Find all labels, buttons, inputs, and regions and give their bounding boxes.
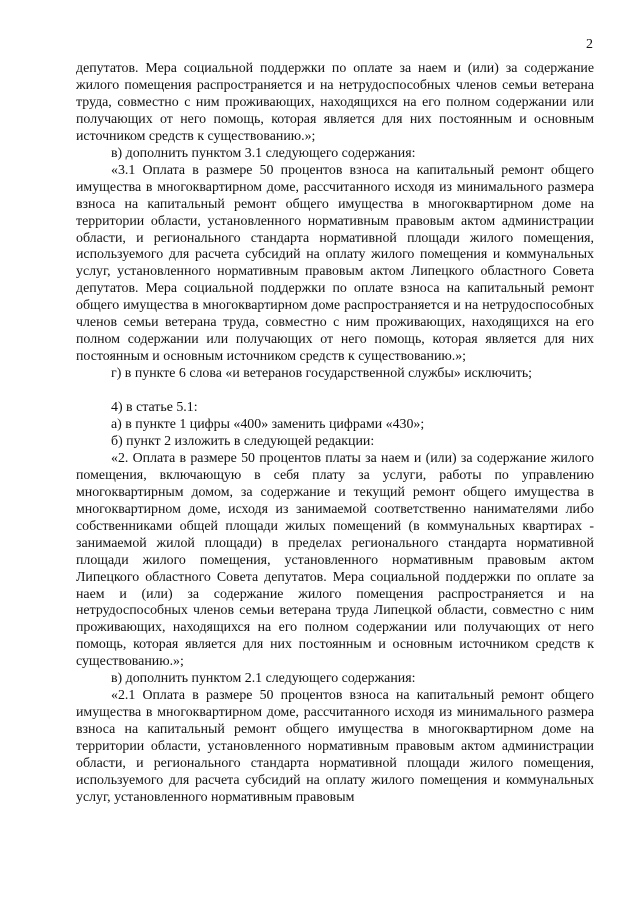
paragraph: 4) в статье 5.1:: [111, 400, 198, 416]
paragraph: депутатов. Мера социальной поддержки по оплате за наем и (или) за содержание жилого помещения распространяется и на нетрудоспособных членов семьи ветерана труда, совместно с ним проживающих, находящихся на его полном содержании или получающих от него помощь, которая является для них постоянным и основным источником средств к существованию.»;: [76, 61, 594, 144]
paragraph: в) дополнить пунктом 2.1 следующего содержания:: [111, 671, 416, 687]
paragraph: «2. Оплата в размере 50 процентов платы за наем и (или) за содержание жилого помещения, включающую в себя плату за услуги, работы по управлению многоквартирным домом, за содержание и текущий ремонт общего имущества в многоквартирном доме, исходя из занимаемой соответственно нанимателями либо собственниками общей площади жилых помещений (в коммунальных квартирах - занимаемой жилой площади) в пределах регионального стандарта нормативной площади жилого помещения, установленного нормативным правовым актом Липецкого областного Совета депутатов. Мера социальной поддержки по оплате за наем и (или) за содержание жилого помещения распространяется и на нетрудоспособных членов семьи ветерана труда Липецкой области, совместно с ним проживающих, находящихся на его полном содержании или получающих от него помощь, которая является для них постоянным и основным источником средств к существованию.»;: [76, 450, 594, 670]
paragraph: «2.1 Оплата в размере 50 процентов взноса на капитальный ремонт общего имущества в многоквартирном доме, рассчитанного исходя из минимального размера взноса на капитальный ремонт общего имущества в многоквартирном доме на территории области, установленного нормативным правовым актом администрации области, и регионального стандарта нормативной площади жилого помещения, используемого для расчета субсидий на оплату жилого помещения и коммунальных услуг, установленного нормативным правовым: [76, 688, 594, 805]
paragraph: а) в пункте 1 цифры «400» заменить цифрами «430»;: [111, 417, 425, 432]
paragraph: б) пункт 2 изложить в следующей редакции:: [111, 433, 375, 449]
document-body: [76, 61, 594, 807]
paragraph: г) в пункте 6 слова «и ветеранов государственной службы» исключить;: [111, 366, 533, 382]
paragraph: «3.1 Оплата в размере 50 процентов взноса на капитальный ремонт общего имущества в многоквартирном доме, рассчитанного исходя из минимального размера взноса на капитальный ремонт общего имущества в многоквартирном доме на территории области, установленного нормативным правовым актом администрации области, и регионального стандарта нормативной площади жилого помещения, используемого для расчета субсидий на оплату жилого помещения и коммунальных услуг, установленного нормативным правовым актом Липецкого областного Совета депутатов. Мера социальной поддержки по оплате взноса на капитальный ремонт общего имущества в многоквартирном доме распространяется и на нетрудоспособных членов семьи ветерана труда, совместно с ним проживающих, находящихся на его полном содержании или получающих от него помощь, которая является для них постоянным и основным источником средств к существованию.»;: [76, 162, 594, 365]
paragraph: в) дополнить пунктом 3.1 следующего содержания:: [111, 145, 416, 161]
page-number: 2: [586, 37, 593, 52]
